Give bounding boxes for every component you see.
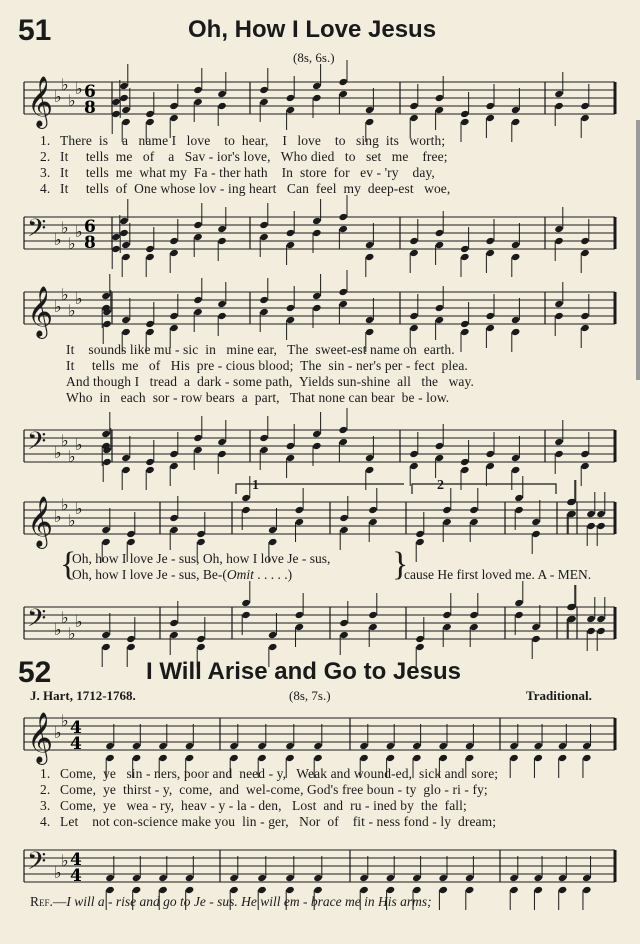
verse-line: And though I tread a dark - some path, Yields sun-shine all the way.	[66, 374, 474, 389]
verse-line: 1. There is a name I love to hear, I love to sing its worth;	[40, 133, 446, 148]
second-ending-number: 2	[437, 478, 444, 493]
flat-icon: ♭	[75, 289, 83, 308]
flat-icon: ♭	[61, 711, 69, 730]
bass-staff	[0, 595, 640, 650]
bass-clef-icon: 𝄢	[27, 214, 47, 249]
flat-icon: ♭	[68, 234, 76, 253]
refrain-line: cause He first loved me. A - MEN.	[404, 567, 592, 582]
refrain-label: Ref.	[30, 894, 53, 909]
verse-line: 3. It tells me what my Fa - ther hath In store for ev - 'ry day,	[40, 165, 435, 180]
treble-staff	[0, 70, 640, 130]
flat-icon: ♭	[54, 863, 62, 882]
flat-icon: ♭	[68, 91, 76, 110]
flat-icon: ♭	[61, 495, 69, 514]
flat-icon: ♭	[75, 435, 83, 454]
verse-line: 2. It tells me of a Sav - ior's love, Who died to set me free;	[40, 149, 448, 164]
svg-text:8: 8	[84, 98, 96, 118]
flat-icon: ♭	[54, 443, 62, 462]
flat-icon: ♭	[68, 301, 76, 320]
flat-icon: ♭	[54, 620, 62, 639]
svg-text:4: 4	[70, 718, 82, 738]
hymn-source: Traditional.	[526, 688, 592, 703]
bass-staff	[0, 205, 640, 260]
page-edge	[636, 120, 640, 380]
svg-text:4: 4	[70, 866, 82, 886]
flat-icon: ♭	[61, 218, 69, 237]
hymn-title: I Will Arise and Go to Jesus	[146, 658, 461, 685]
refrain-line: Oh, how I love Je - sus, Be-(Omit . . . . .)	[72, 567, 293, 582]
bass-clef-icon: 𝄢	[27, 604, 47, 639]
flat-icon: ♭	[54, 507, 62, 526]
flat-icon: ♭	[54, 723, 62, 742]
treble-clef-icon: 𝄞	[27, 496, 54, 547]
first-ending-number: 1	[252, 478, 259, 493]
treble-staff	[0, 706, 640, 766]
verse-line: Who in each sor - row bears a part, That none can bear be - low.	[66, 390, 450, 405]
verse-line: 4. Let not con-science make you lin - ger, Nor of fit - ness fond - ly dream;	[40, 814, 497, 829]
hymn-number: 52	[18, 656, 52, 689]
verse-line: 2. Come, ye thirst - y, come, and wel-come, God's free boun - ty glo - ri - fy;	[40, 782, 488, 797]
refrain-brace-left: {	[60, 546, 77, 583]
flat-icon: ♭	[61, 285, 69, 304]
treble-staff	[0, 490, 640, 550]
flat-icon: ♭	[75, 499, 83, 518]
svg-text:6: 6	[84, 217, 96, 237]
bass-clef-icon: 𝄢	[27, 847, 47, 882]
refrain-line: Ref.—I will a - rise and go to Je - sus. He will em - brace me in His arms;	[30, 894, 432, 909]
refrain-text: I will a - rise and go to Je - sus. He will em - brace me in His arms;	[66, 894, 432, 909]
flat-icon: ♭	[54, 87, 62, 106]
flat-icon: ♭	[68, 447, 76, 466]
bass-clef-icon: 𝄢	[27, 427, 47, 462]
flat-icon: ♭	[61, 851, 69, 870]
svg-text:4: 4	[70, 850, 82, 870]
flat-icon: ♭	[61, 431, 69, 450]
refrain-line: Oh, how I love Je - sus, Oh, how I love Je - sus,	[72, 551, 331, 566]
flat-icon: ♭	[75, 222, 83, 241]
volta-brackets	[0, 482, 640, 496]
hymn-meter: (8s, 7s.)	[289, 688, 331, 703]
verse-line: It sounds like mu - sic in mine ear, The sweet-est name on earth.	[66, 342, 455, 357]
hymn-meter: (8s, 6s.)	[293, 50, 335, 65]
bass-staff	[0, 838, 640, 893]
flat-icon: ♭	[54, 297, 62, 316]
svg-text:4: 4	[70, 734, 82, 754]
verse-line: 1. Come, ye sin - ners, poor and need - y, Weak and wound-ed, sick and sore;	[40, 766, 499, 781]
bass-staff	[0, 418, 640, 473]
hymn-number: 51	[18, 14, 52, 47]
flat-icon: ♭	[75, 79, 83, 98]
svg-text:6: 6	[84, 82, 96, 102]
treble-clef-icon: 𝄞	[27, 286, 54, 337]
flat-icon: ♭	[75, 612, 83, 631]
flat-icon: ♭	[61, 608, 69, 627]
flat-icon: ♭	[68, 624, 76, 643]
treble-clef-icon: 𝄞	[27, 712, 54, 763]
treble-staff	[0, 280, 640, 340]
refrain-brace-right: }	[392, 546, 409, 583]
flat-icon: ♭	[61, 75, 69, 94]
flat-icon: ♭	[68, 511, 76, 530]
treble-clef-icon: 𝄞	[27, 76, 54, 127]
verse-line: 3. Come, ye wea - ry, heav - y - la - den, Lost and ru - ined by the fall;	[40, 798, 467, 813]
hymn-author: J. Hart, 1712-1768.	[30, 688, 136, 703]
hymn-title: Oh, How I Love Jesus	[188, 16, 437, 43]
verse-line: It tells me of His pre - cious blood; The sin - ner's per - fect plea.	[66, 358, 468, 373]
verse-line: 4. It tells of One whose lov - ing heart Can feel my deep-est woe,	[40, 181, 451, 196]
flat-icon: ♭	[54, 230, 62, 249]
svg-text:8: 8	[84, 233, 96, 253]
